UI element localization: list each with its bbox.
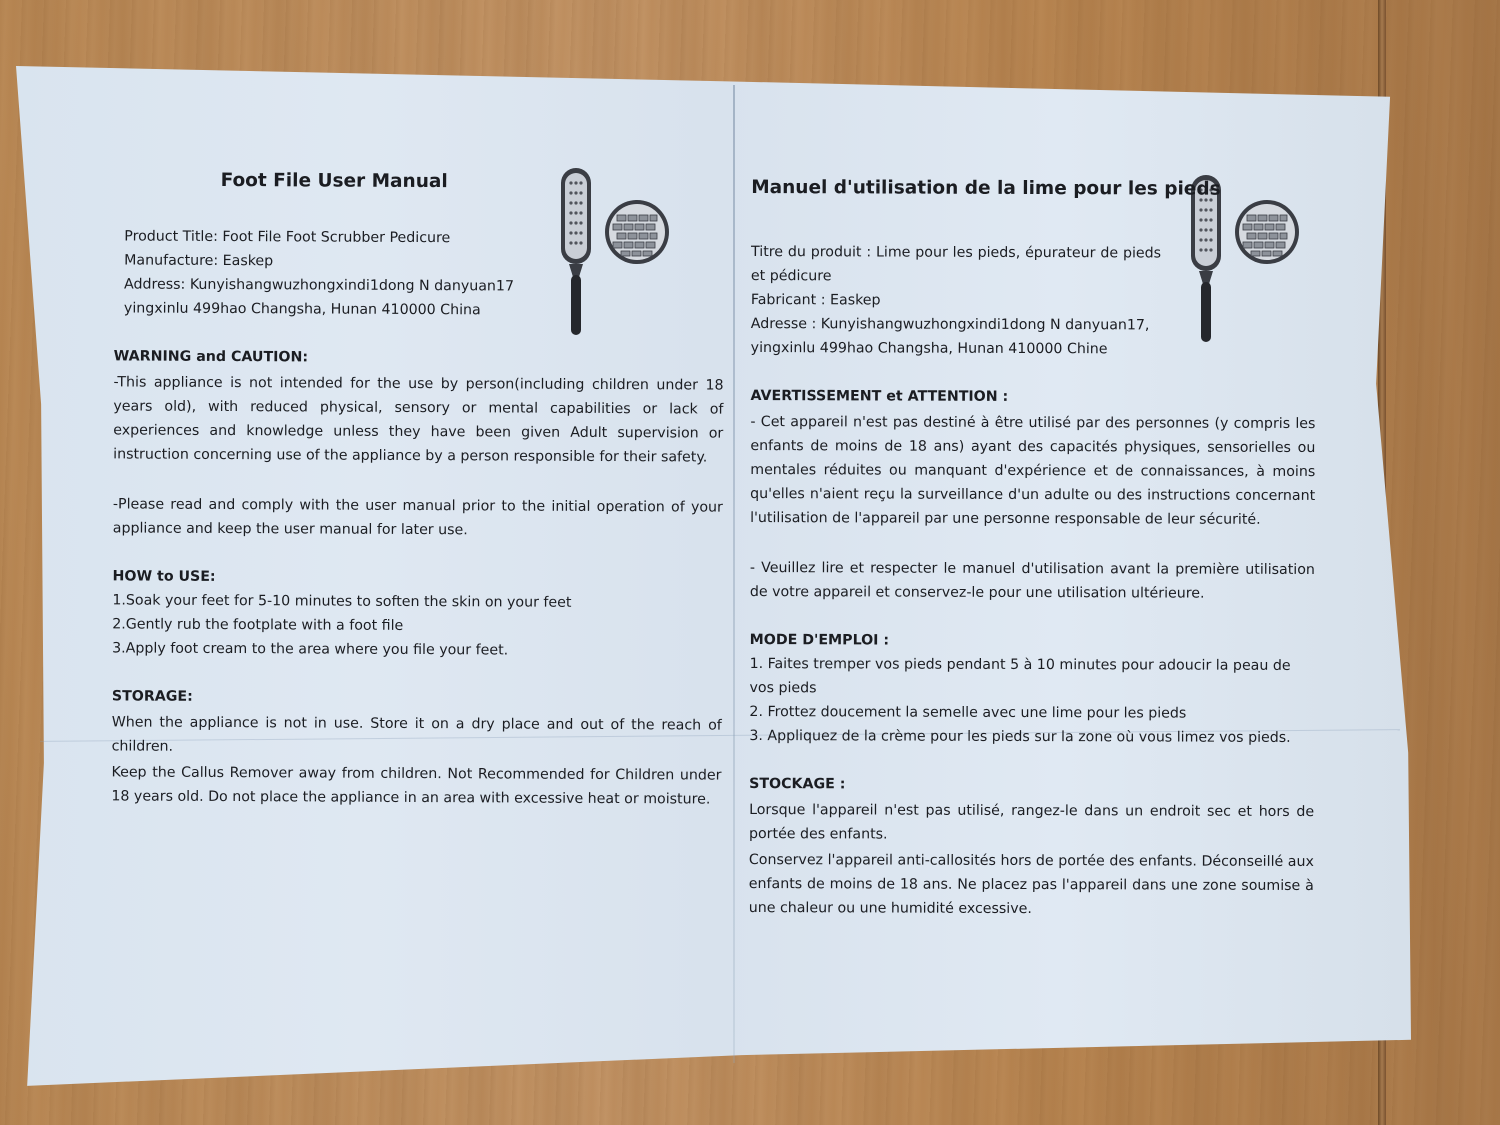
how-step-fr: 3. Appliquez de la crème pour les pieds sur la zone où vous limez vos pieds.: [749, 728, 1291, 746]
how-step-fr: 1. Faites tremper vos pieds pendant 5 à 10 minutes pour adoucir la peau de vos pieds: [749, 656, 1291, 697]
product-info-fr: [751, 240, 1161, 361]
paper-vertical-fold: [733, 85, 735, 1063]
address-line2-en: yingxinlu 499hao Changsha, Hunan 410000 China: [123, 300, 481, 319]
storage-paragraph2-en: Keep the Callus Remover away from children. Not Recommended for Children under 18 years old. Do not place the appliance in an area with excessive heat or moisture.: [111, 764, 722, 808]
how-step-en: 1.Soak your feet for 5-10 minutes to soften the skin on your feet: [112, 592, 572, 611]
warning-paragraph2-en: -Please read and comply with the user manual prior to the initial operation of your appliance and keep the user manual for later use.: [112, 496, 723, 539]
warning-heading-fr: AVERTISSEMENT et ATTENTION :: [750, 388, 1009, 405]
product-title-en: Product Title: Foot File Foot Scrubber Pedicure: [124, 228, 451, 247]
address-line1-fr: Adresse : Kunyishangwuzhongxindi1dong N danyuan17,: [750, 316, 1150, 334]
how-step-en: 3.Apply foot cream to the area where you file your feet.: [112, 640, 509, 659]
how-to-use-heading-fr: MODE D'EMPLOI :: [749, 632, 890, 649]
storage-heading-fr: STOCKAGE :: [749, 776, 846, 793]
product-info-en: [124, 224, 544, 322]
address-line1-en: Address: Kunyishangwuzhongxindi1dong N danyuan17: [124, 276, 515, 295]
warning-paragraph1-en: -This appliance is not intended for the use by person(including children under 18 years old), with reduced physical, sensory or mental capabilities or lack of experiences and knowledge unless they have been given Adult supervision or instruction concerning use of the appliance by a person responsible for their safety.: [113, 374, 724, 466]
manufacturer-en: Manufacture: Easkep: [124, 252, 274, 270]
product-title-fr: Titre du produit : Lime pour les pieds, épurateur de pieds et pédicure: [750, 244, 1162, 285]
manufacturer-fr: Fabricant : Easkep: [750, 292, 881, 309]
how-to-use-heading-en: HOW to USE:: [112, 568, 216, 585]
storage-heading-en: STORAGE:: [111, 688, 193, 705]
manual-title-en: Foot File User Manual: [220, 169, 448, 193]
french-section: [749, 174, 1317, 922]
english-section: [111, 166, 724, 811]
warning-heading-en: WARNING and CAUTION:: [113, 348, 309, 366]
storage-paragraph1-en: When the appliance is not in use. Store it on a dry place and out of the reach of children.: [111, 714, 722, 755]
address-line2-fr: yingxinlu 499hao Changsha, Hunan 410000 Chine: [750, 340, 1108, 358]
how-step-fr: 2. Frottez doucement la semelle avec une lime pour les pieds: [749, 704, 1187, 722]
manual-title-fr: Manuel d'utilisation de la lime pour les pieds: [751, 177, 1221, 200]
storage-paragraph2-fr: Conservez l'appareil anti-callosités hors de portée des enfants. Déconseillé aux enfants de moins de 18 ans. Ne placez pas l'appareil dans une zone soumise à une chaleur ou une humidité excessive.: [748, 852, 1314, 917]
storage-paragraph1-fr: Lorsque l'appareil n'est pas utilisé, rangez-le dans un endroit sec et hors de portée des enfants.: [748, 802, 1315, 843]
how-step-en: 2.Gently rub the footplate with a foot file: [112, 616, 404, 634]
warning-paragraph1-fr: - Cet appareil n'est pas destiné à être utilisé par des personnes (y compris les enfants de moins de 18 ans) ayant des capacités physiques, sensorielles ou mentales réduites ou manquant d'expérience et de connaissances, à moins qu'elles n'aient reçu la surveillance d'un adulte ou des instructions concernant l'utilisation de l'appareil par une personne responsable de leur sécurité.: [750, 414, 1316, 528]
warning-paragraph2-fr: - Veuillez lire et respecter le manuel d'utilisation avant la première utilisation de votre appareil et conservez-le pour une utilisation ultérieure.: [749, 560, 1315, 602]
